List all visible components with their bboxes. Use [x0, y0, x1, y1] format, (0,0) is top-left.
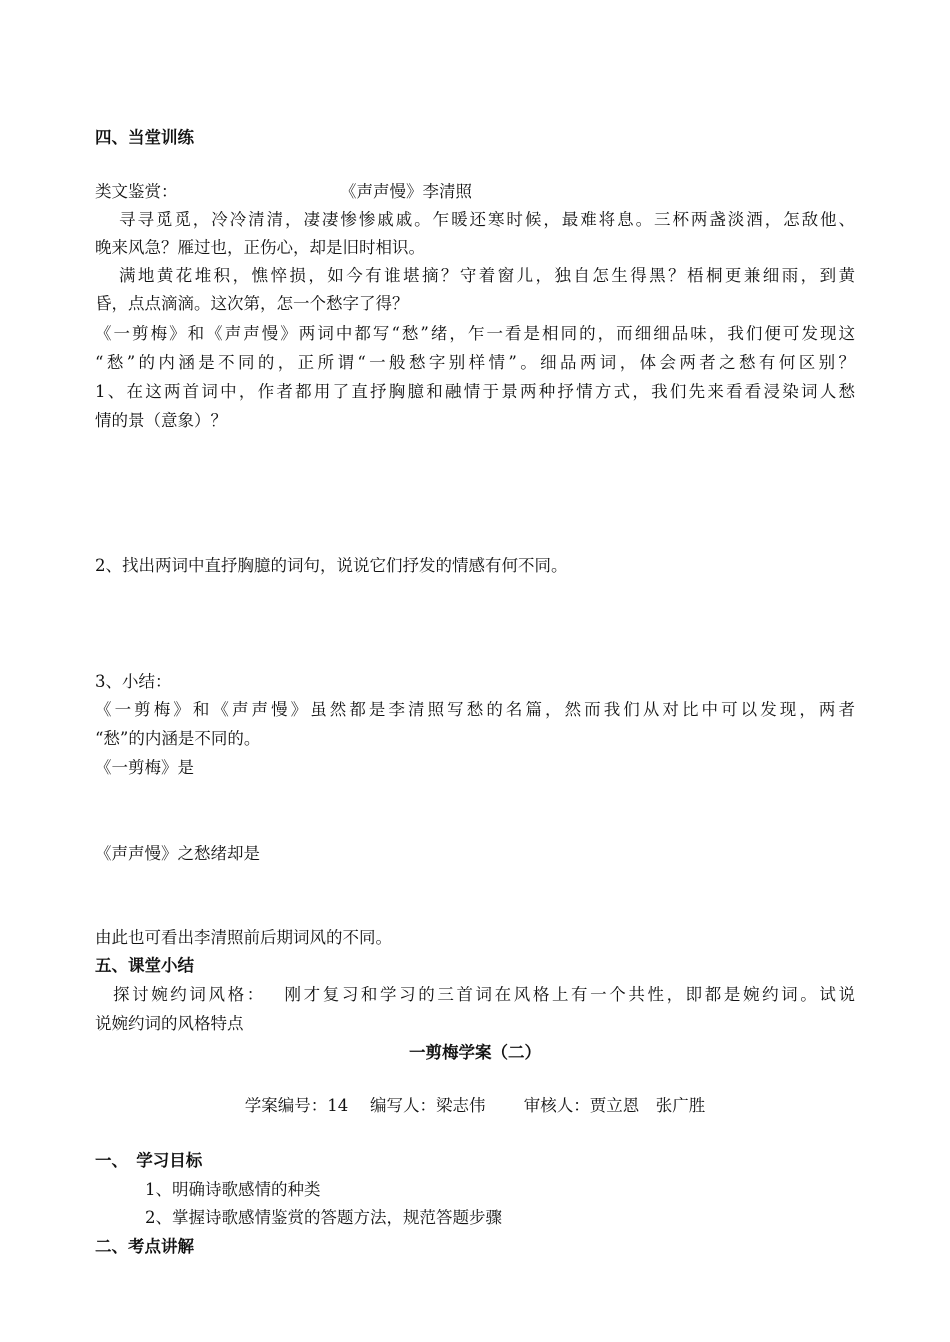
- question-1-cont: 情的景（意象）？: [95, 411, 227, 430]
- summary-prompt-line: 说婉约词的风格特点: [95, 1014, 244, 1033]
- question-3: 3、小结：: [95, 672, 172, 691]
- plan-title: 一剪梅学案（二）: [409, 1043, 541, 1062]
- yijianmei-prompt: 《一剪梅》是: [95, 758, 194, 777]
- section-heading-key-points: 二、考点讲解: [95, 1237, 194, 1256]
- conclusion-line: 由此也可看出李清照前后期词风的不同。: [95, 928, 392, 947]
- poem-title: 《声声慢》李清照: [340, 182, 472, 201]
- intro-line: “愁”的内涵是不同的，正所谓“一般愁字别样情”。细品两词，体会两者之愁有何区别？: [95, 353, 855, 372]
- section-heading-goals: 一、 学习目标: [95, 1151, 203, 1170]
- poem-line: 晚来风急？雁过也，正伤心，却是旧时相识。: [95, 238, 425, 257]
- appreciation-label: 类文鉴赏：: [95, 182, 178, 201]
- section-heading-practice: 四、当堂训练: [95, 128, 194, 147]
- question-2: 2、找出两词中直抒胸臆的词句，说说它们抒发的情感有何不同。: [95, 556, 568, 575]
- shengshengman-prompt: 《声声慢》之愁绪却是: [95, 844, 260, 863]
- goal-item: 1、明确诗歌感情的种类: [145, 1180, 321, 1199]
- poem-line: 满地黄花堆积，憔悴损，如今有谁堪摘？守着窗儿，独自怎生得黑？梧桐更兼细雨，到黄: [119, 266, 855, 285]
- summary-prompt-line: 探讨婉约词风格： 刚才复习和学习的三首词在风格上有一个共性，即都是婉约词。试说: [113, 985, 855, 1004]
- poem-line: 寻寻觅觅，冷冷清清，凄凄惨惨戚戚。乍暖还寒时候，最难将息。三杯两盏淡酒，怎敌他、: [119, 210, 855, 229]
- summary-line: “愁”的内涵是不同的。: [95, 729, 261, 748]
- goal-item: 2、掌握诗歌感情鉴赏的答题方法，规范答题步骤: [145, 1208, 502, 1227]
- section-heading-summary: 五、课堂小结: [95, 956, 194, 975]
- summary-line: 《一剪梅》和《声声慢》虽然都是李清照写愁的名篇，然而我们从对比中可以发现，两者: [95, 700, 855, 719]
- intro-line: 《一剪梅》和《声声慢》两词中都写“愁”绪，乍一看是相同的，而细细品味，我们便可发现这: [95, 324, 855, 343]
- question-1: 1、在这两首词中，作者都用了直抒胸臆和融情于景两种抒情方式，我们先来看看浸染词人愁: [95, 382, 855, 401]
- poem-line: 昏，点点滴滴。这次第，怎一个愁字了得？: [95, 294, 409, 313]
- plan-meta: 学案编号：14 编写人：梁志伟 审核人：贾立恩 张广胜: [244, 1096, 706, 1115]
